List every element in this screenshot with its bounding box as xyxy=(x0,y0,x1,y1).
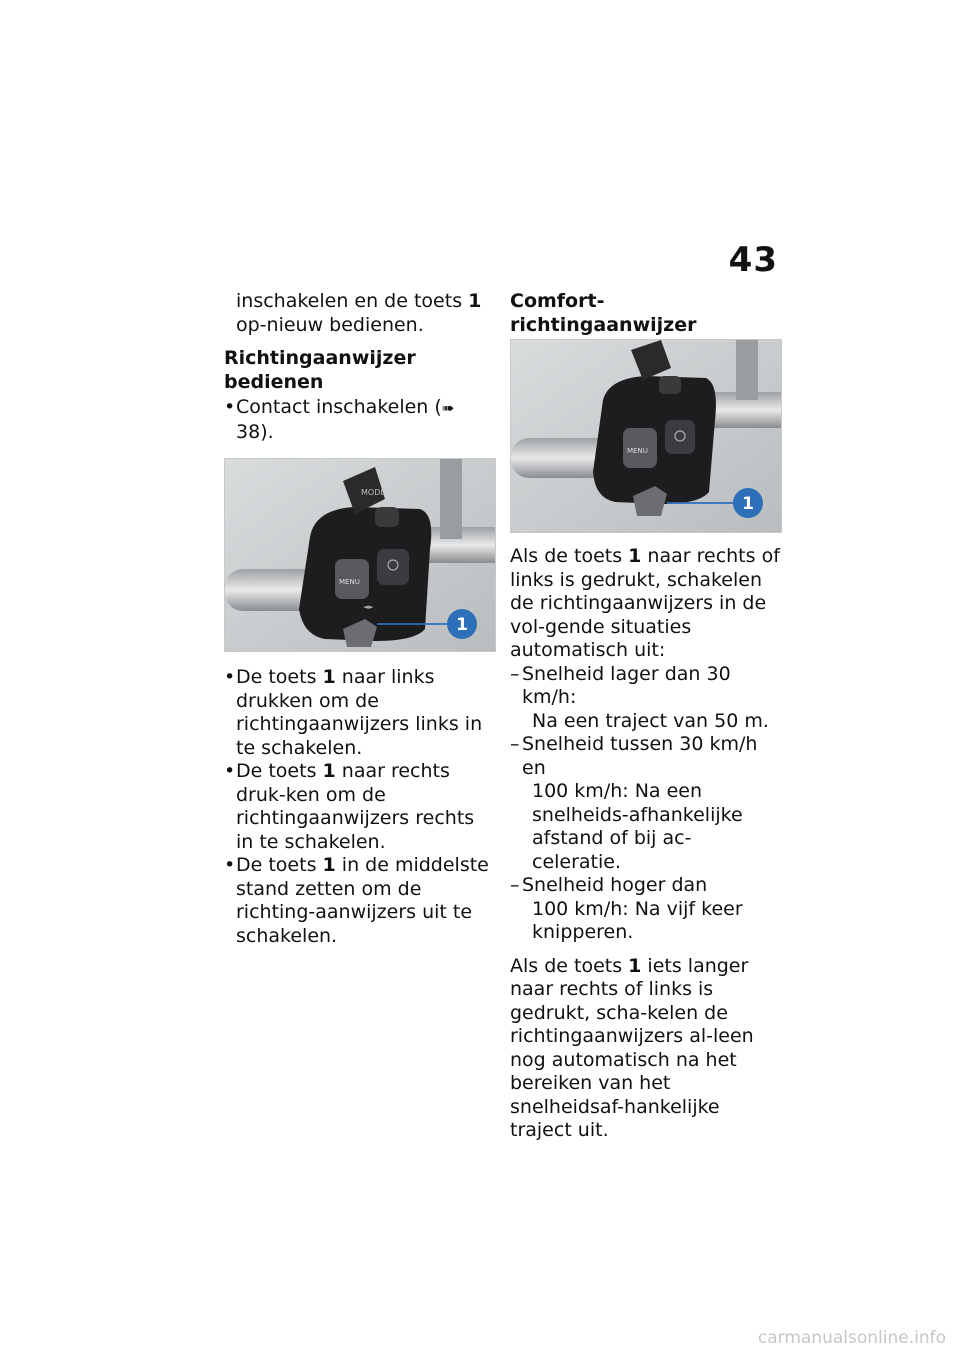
precondition-list xyxy=(224,396,494,444)
instruction-list xyxy=(224,666,494,948)
long-press-paragraph: Als de toets 1 iets langer naar rechts of links is gedrukt, scha-kelen de richtingaanwijzers al-leen nog automatisch na het bereiken van het snelheidsaf-hankelijke traject uit. xyxy=(510,954,754,1141)
list-item: – Snelheid tussen 30 km/h en 100 km/h: Na een snelheids-afhankelijke afstand of bij ac-celeratie. xyxy=(510,733,780,874)
list-item: • Contact inschakelen (➠ 38). xyxy=(224,396,494,444)
power-button xyxy=(665,420,695,454)
callout-label: 1 xyxy=(742,494,754,514)
svg-text:◄►: ◄► xyxy=(363,603,374,611)
list-item: • De toets 1 naar links drukken om de richtingaanwijzers links in te schakelen. xyxy=(224,666,494,760)
intro-paragraph: inschakelen en de toets 1 op-nieuw bedienen. xyxy=(236,290,482,336)
auto-off-paragraph: Als de toets 1 naar rechts of links is gedrukt, schakelen de richtingaanwijzers in de vol-gende situaties automatisch uit: xyxy=(510,545,780,661)
footer-watermark: carmanualsonline.info xyxy=(757,1328,946,1348)
page-ref-arrow-icon: ➠ xyxy=(441,399,455,417)
svg-text:MENU: MENU xyxy=(339,578,360,586)
list-item: – Snelheid hoger dan 100 km/h: Na vijf keer knipperen. xyxy=(510,874,780,945)
section-heading: Richtingaanwijzer bedienen xyxy=(224,347,416,393)
key-ref: 1 xyxy=(468,290,482,312)
page-ref-link[interactable]: 38 xyxy=(236,420,261,443)
list-item: – Snelheid lager dan 30 km/h: Na een traject van 50 m. xyxy=(510,663,780,734)
section-heading: Comfort-richtingaanwijzer xyxy=(510,290,697,336)
switch-illustration xyxy=(511,340,781,532)
speed-condition-list xyxy=(510,663,780,945)
comfort-switch-figure xyxy=(510,339,782,533)
list-item: • De toets 1 naar rechts druk-ken om de richtingaanwijzers rechts in te schakelen. xyxy=(224,760,494,854)
right-column xyxy=(510,290,780,1153)
switch-illustration xyxy=(225,459,495,651)
list-item: • De toets 1 in de middelste stand zetten om de richting-aanwijzers uit te schakelen. xyxy=(224,854,494,948)
power-button xyxy=(377,549,409,585)
page-number: 43 xyxy=(728,240,778,280)
callout-label: 1 xyxy=(456,615,468,635)
handlebar-switch-figure xyxy=(224,458,496,652)
svg-text:MODE: MODE xyxy=(361,488,386,497)
svg-text:MENU: MENU xyxy=(627,447,648,455)
left-column xyxy=(224,290,494,948)
